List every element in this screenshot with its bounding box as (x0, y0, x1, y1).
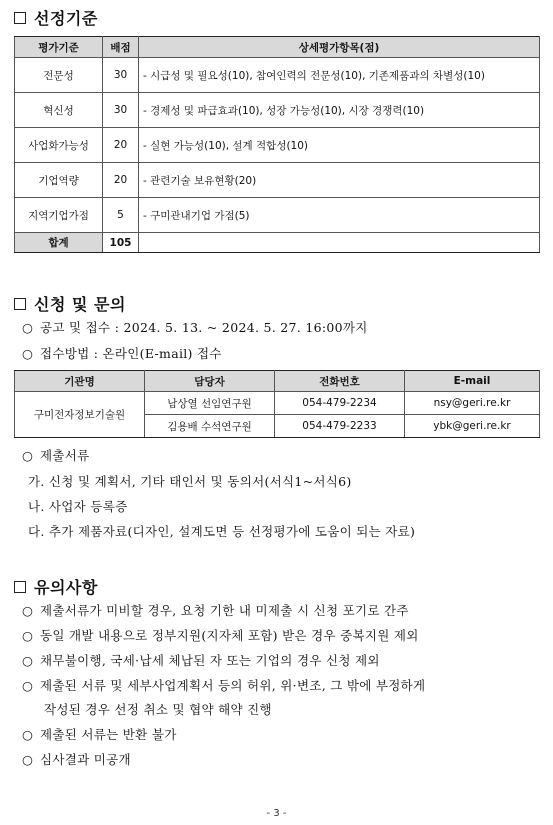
table-row (15, 58, 540, 93)
score-cell: 20 (103, 128, 139, 163)
note-item (22, 626, 419, 644)
info-text: 공고 및 접수 : 2024. 5. 13. ~ 2024. 5. 27. 16:00까지 (40, 320, 368, 335)
criterion-cell: 혁신성 (15, 93, 103, 128)
total-row (15, 233, 540, 253)
checkbox-icon (14, 581, 26, 593)
table-row (15, 93, 540, 128)
circle-bullet-icon: ○ (22, 603, 34, 618)
info-line-period (22, 318, 368, 336)
table-row (15, 392, 540, 415)
score-cell: 30 (103, 93, 139, 128)
score-cell: 20 (103, 163, 139, 198)
note-item (22, 651, 380, 669)
circle-bullet-icon: ○ (22, 653, 34, 668)
detail-cell: - 관련기술 보유현황(20) (139, 163, 540, 198)
section-heading-notes (14, 575, 98, 598)
doc-item: 나. 사업자 등록증 (28, 499, 128, 514)
checkbox-icon (14, 298, 26, 310)
note-text: 동일 개발 내용으로 정부지원(지자체 포함) 받은 경우 중복지원 제외 (40, 628, 419, 643)
table-header-row (15, 371, 540, 392)
circle-bullet-icon: ○ (22, 320, 34, 335)
score-cell: 30 (103, 58, 139, 93)
total-label: 합계 (15, 233, 103, 253)
circle-bullet-icon: ○ (22, 346, 34, 361)
table-header-row (15, 37, 540, 58)
circle-bullet-icon: ○ (22, 752, 34, 767)
note-text: 채무불이행, 국세·납세 체납된 자 또는 기업의 경우 신청 제외 (40, 653, 380, 668)
header-cell: E-mail (405, 371, 540, 392)
header-cell: 상세평가항목(점) (139, 37, 540, 58)
header-cell: 평가기준 (15, 37, 103, 58)
criterion-cell: 사업화가능성 (15, 128, 103, 163)
table-row (15, 163, 540, 198)
header-cell: 배점 (103, 37, 139, 58)
empty-cell (139, 233, 540, 253)
criterion-cell: 전문성 (15, 58, 103, 93)
total-score: 105 (103, 233, 139, 253)
doc-item: 가. 신청 및 계획서, 기타 태인서 및 동의서(서식1~서식6) (28, 474, 352, 489)
note-text: 제출서류가 미비할 경우, 요청 기한 내 미제출 시 신청 포기로 간주 (40, 603, 409, 618)
header-cell: 기관명 (15, 371, 145, 392)
person-cell: 김용배 수석연구원 (145, 415, 275, 438)
section-title: 신청 및 문의 (34, 295, 126, 314)
circle-bullet-icon: ○ (22, 727, 34, 742)
checkbox-icon (14, 12, 26, 24)
doc-item: 다. 추가 제품자료(디자인, 설계도면 등 선정평가에 도움이 되는 자료) (28, 524, 416, 539)
page-number: - 3 - (266, 808, 287, 819)
table-row (15, 198, 540, 233)
section-heading-criteria (14, 6, 98, 29)
phone-cell: 054-479-2233 (275, 415, 405, 438)
circle-bullet-icon: ○ (22, 628, 34, 643)
note-text: 심사결과 미공개 (40, 752, 131, 767)
info-text: 접수방법 : 온라인(E-mail) 접수 (40, 346, 222, 361)
note-text: 제출된 서류는 반환 불가 (40, 727, 177, 742)
note-item (22, 725, 177, 743)
note-text: 제출된 서류 및 세부사업계획서 등의 허위, 위·변조, 그 밖에 부정하게 (40, 678, 426, 693)
email-cell: ybk@geri.re.kr (405, 415, 540, 438)
detail-cell: - 시급성 및 필요성(10), 참여인력의 전문성(10), 기존제품과의 차별성(10) (139, 58, 540, 93)
info-line-method (22, 344, 222, 362)
org-cell: 구미전자정보기술원 (15, 392, 145, 438)
circle-bullet-icon: ○ (22, 678, 34, 693)
docs-title-line (22, 446, 90, 464)
header-cell: 담당자 (145, 371, 275, 392)
detail-cell: - 경제성 및 파급효과(10), 성장 가능성(10), 시장 경쟁력(10) (139, 93, 540, 128)
note-continuation: 작성된 경우 선정 취소 및 협약 해약 진행 (44, 702, 272, 717)
note-item (22, 601, 409, 619)
header-cell: 전화번호 (275, 371, 405, 392)
score-cell: 5 (103, 198, 139, 233)
criterion-cell: 지역기업가점 (15, 198, 103, 233)
email-cell: nsy@geri.re.kr (405, 392, 540, 415)
person-cell: 남상열 선임연구원 (145, 392, 275, 415)
phone-cell: 054-479-2234 (275, 392, 405, 415)
section-title: 유의사항 (34, 578, 98, 597)
table-row (15, 128, 540, 163)
note-item (22, 750, 131, 768)
criteria-table (14, 36, 540, 253)
docs-title: 제출서류 (40, 448, 90, 463)
detail-cell: - 구미관내기업 가점(5) (139, 198, 540, 233)
section-heading-application (14, 292, 126, 315)
note-item (22, 676, 425, 694)
section-title: 선정기준 (34, 9, 98, 28)
detail-cell: - 실현 가능성(10), 설계 적합성(10) (139, 128, 540, 163)
circle-bullet-icon: ○ (22, 448, 34, 463)
criterion-cell: 기업역량 (15, 163, 103, 198)
contact-table (14, 370, 540, 438)
